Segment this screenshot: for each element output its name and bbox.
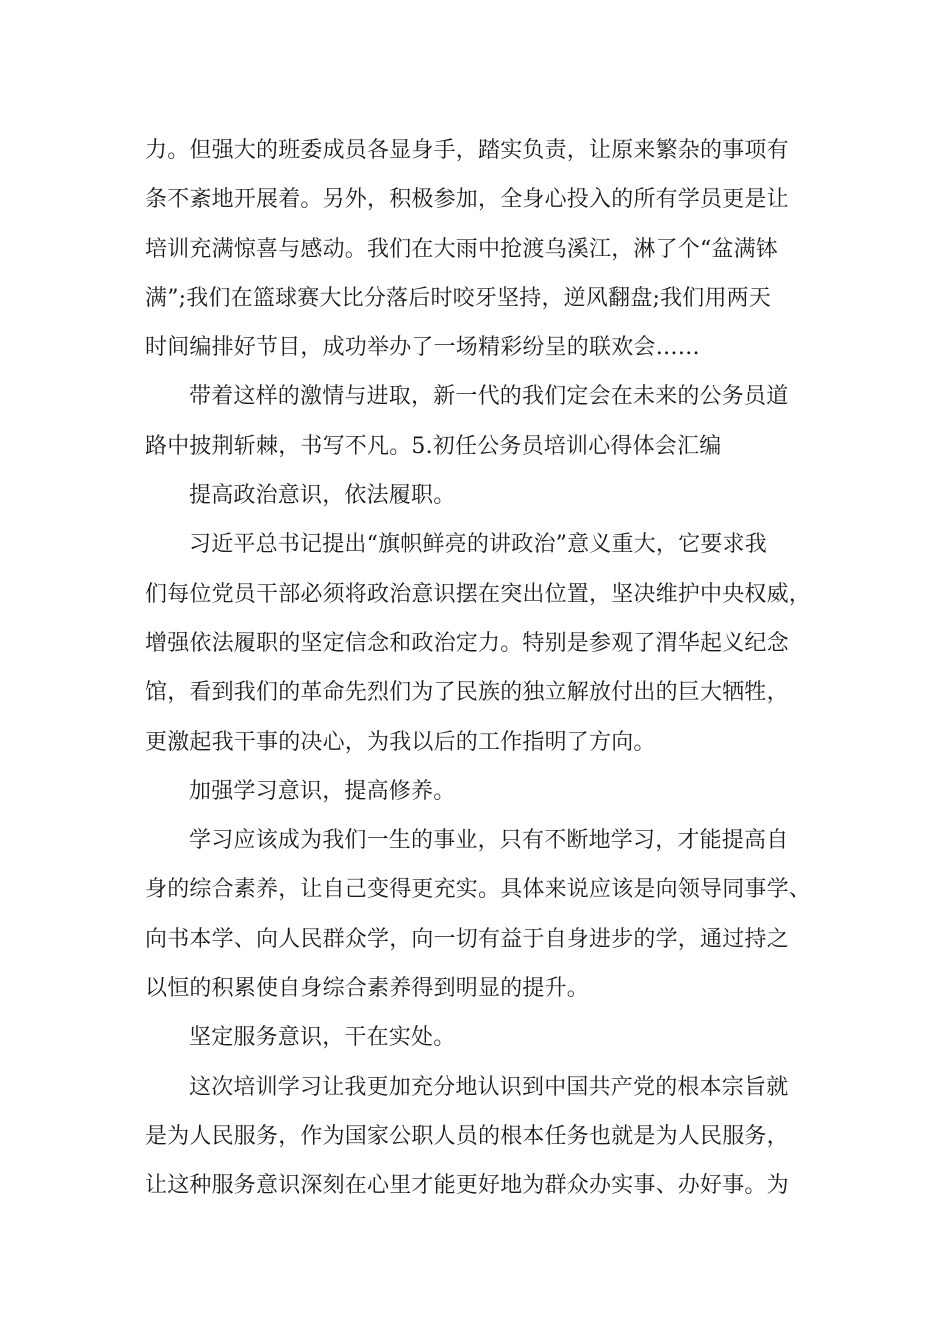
text-line: 坚定服务意识，干在实处。 bbox=[189, 1025, 456, 1051]
text-line: 条不紊地开展着。另外，积极参加，全身心投入的所有学员更是让 bbox=[145, 187, 789, 213]
text-line: 学习应该成为我们一生的事业，只有不断地学习，才能提高自 bbox=[189, 828, 789, 854]
document-body bbox=[145, 126, 825, 1211]
text-line: 这次培训学习让我更加充分地认识到中国共产党的根本宗旨就 bbox=[189, 1074, 789, 1100]
text-line: 身的综合素养，让自己变得更充实。具体来说应该是向领导同事学、 bbox=[145, 877, 812, 903]
text-line: 更激起我干事的决心，为我以后的工作指明了方向。 bbox=[145, 729, 656, 755]
text-line: 满”;我们在篮球赛大比分落后时咬牙坚持，逆风翻盘;我们用两天 bbox=[145, 285, 772, 311]
text-line: 带着这样的激情与进取，新一代的我们定会在未来的公务员道 bbox=[189, 384, 789, 410]
text-line: 路中披荆斩棘，书写不凡。5.初任公务员培训心得体会汇编 bbox=[145, 433, 722, 459]
text-line: 力。但强大的班委成员各显身手，踏实负责，让原来繁杂的事项有 bbox=[145, 138, 789, 163]
text-line: 是为人民服务，作为国家公职人员的根本任务也就是为人民服务， bbox=[145, 1123, 789, 1149]
text-line: 增强依法履职的坚定信念和政治定力。特别是参观了渭华起义纪念 bbox=[145, 630, 789, 656]
text-line: 们每位党员干部必须将政治意识摆在突出位置，坚决维护中央权威， bbox=[145, 581, 812, 607]
text-line: 向书本学、向人民群众学，向一切有益于自身进步的学，通过持之 bbox=[145, 926, 789, 952]
text-line: 时间编排好节目，成功举办了一场精彩纷呈的联欢会…… bbox=[145, 335, 701, 361]
text-line: 培训充满惊喜与感动。我们在大雨中抢渡乌溪江，淋了个“盆满钵 bbox=[145, 236, 779, 262]
text-line: 让这种服务意识深刻在心里才能更好地为群众办实事、办好事。为 bbox=[145, 1173, 789, 1199]
text-line: 习近平总书记提出“旗帜鲜亮的讲政治”意义重大，它要求我 bbox=[189, 532, 767, 558]
text-line: 提高政治意识，依法履职。 bbox=[189, 483, 456, 509]
text-line: 馆，看到我们的革命先烈们为了民族的独立解放付出的巨大牺牲， bbox=[145, 680, 789, 706]
text-line: 加强学习意识，提高修养。 bbox=[189, 778, 456, 804]
text-line: 以恒的积累使自身综合素养得到明显的提升。 bbox=[145, 976, 590, 1002]
